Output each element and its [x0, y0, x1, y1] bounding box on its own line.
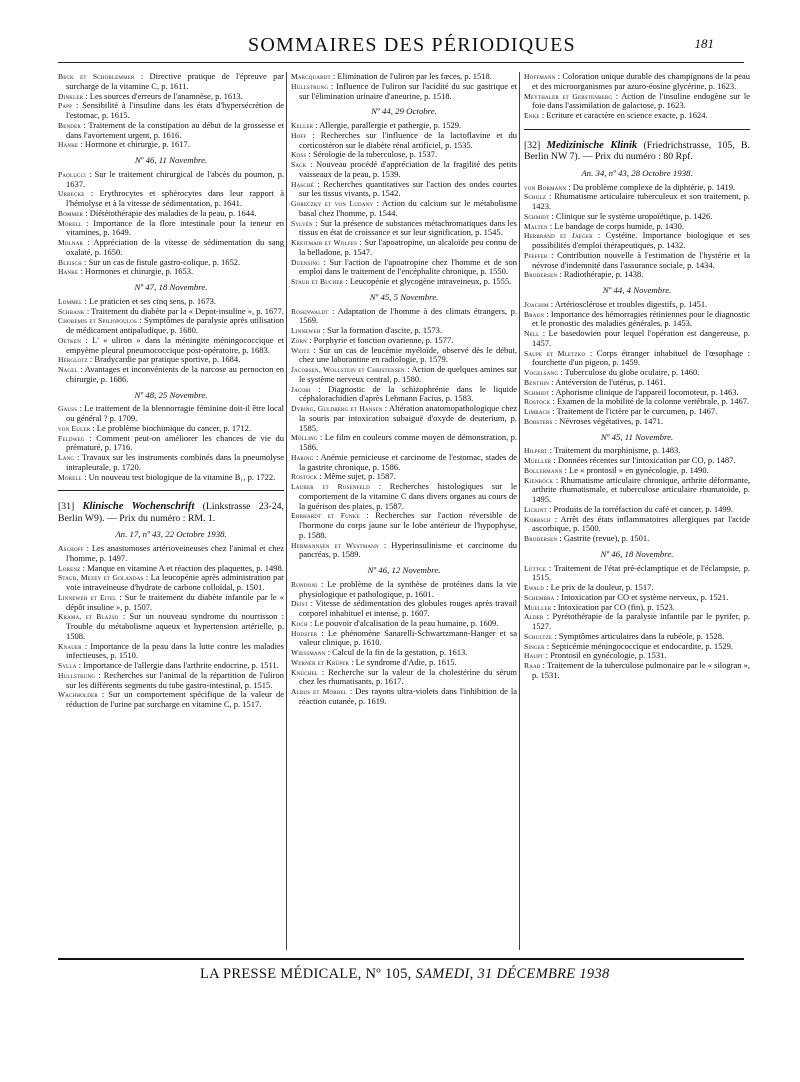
article-entry [291, 131, 517, 151]
article-author: Schbank [58, 306, 85, 316]
article-title: : Le pouvoir d'alcalisation de la peau humaine, p. 1609. [307, 617, 499, 628]
article-title: : Calcul de la fin de la gestation, p. 1613. [325, 647, 468, 657]
article-author: Meythaler et Gerstenberg [524, 91, 613, 101]
article-author: Haring [291, 452, 314, 462]
article-author: Hoff [291, 130, 307, 140]
article-title: : Le syndrome d'Adie, p. 1615. [349, 656, 457, 667]
article-author: Hermannsen et Westmann [291, 540, 379, 550]
article-title: : Données récentes sur l'intoxication par CO, p. 1487. [551, 455, 736, 465]
column-middle [291, 72, 517, 707]
article-title: : Diététothérapie des maladies de la peau, p. 1644. [83, 207, 257, 218]
article-entry [524, 612, 750, 632]
article-author: Bommer [58, 208, 84, 218]
article-author: Limbach [524, 407, 550, 416]
article-author: Morell [58, 218, 82, 228]
article-title: : Sur un nouveau syndrome du nourrisson : Trouble du métabolisme aqueux et hypertension artérielle, p. 1508. [66, 611, 284, 641]
article-title: : Clinique sur le système uropoïétique, p. 1426. [549, 210, 713, 221]
article-entry [58, 593, 284, 613]
article-author: Herbrand et Jaeger [524, 231, 593, 241]
article-entry [58, 365, 284, 385]
issue-heading: Nº 46, 12 Novembre. [367, 565, 441, 575]
article-title: : Rhumatisme articulaire chronique, arthrite déformante, arthrite rhumatismale, et tuberculose articulaire rhumatoïde, p. 1495. [532, 474, 750, 504]
article-entry [524, 72, 750, 92]
article-author: Paolucci [58, 169, 86, 179]
article-title: : Vitesse de sédimentation des globules rouges après travail corporel inhabituel et intense, p. 1607. [299, 598, 517, 618]
article-title: : Recherches quantitatives sur l'action des ondes courtes sur les tissus vivants, p. 1542. [299, 178, 517, 199]
column-divider [286, 72, 287, 950]
article-entry [524, 270, 750, 280]
article-entry [291, 82, 517, 102]
issue-heading: Nº 46, 18 Novembre. [600, 548, 674, 559]
article-title: : Altération anatomopathologique chez la souris par intoxication subaiguë d'oxyde de deuterium, p. 1585. [299, 403, 517, 433]
article-title: : L' « uliron » dans la méningite méningococcique et empyème pleural pneumococcique post-opératoire, p. 1683. [66, 334, 284, 355]
article-author: Beck et Schoblemmer [58, 72, 135, 81]
article-entry [524, 661, 750, 681]
article-author: Gauss [58, 404, 78, 414]
article-entry [524, 417, 750, 427]
article-title: : Rhumatisme articulaire tuberculeux et son traitement, p. 1423. [532, 191, 750, 211]
article-title: : Sur un cas de fistule gastro-colique, p. 1652. [81, 256, 241, 267]
article-title: : Le basedowien pour lequel l'opération est dangereuse, p. 1457. [532, 328, 750, 348]
article-author: Lickint [524, 504, 547, 514]
article-entry [291, 346, 517, 366]
article-author: Hullstrung [58, 670, 96, 680]
footer-rule [58, 958, 744, 960]
article-title: : Corps étranger inhabituel de l'œsophage : fourchette d'un pigeon, p. 1459. [532, 347, 750, 368]
article-title: : Les anastomoses artérioveineuses chez l'animal et chez l'homme, p. 1497. [66, 543, 284, 563]
article-author: Kreitmair et Wolfes [291, 238, 358, 247]
article-author: Brodersen [524, 270, 558, 280]
article-author: Krama, et Blazso [58, 612, 119, 622]
article-entry [291, 580, 517, 600]
article-title: : Erythrocytes et sphérocytes dans leur rapport à l'hémolyse et à la vitesse de sédimentation, p. 1641. [66, 188, 284, 208]
article-author: Urbecke [58, 189, 85, 199]
journal-number: [32] [524, 139, 541, 151]
article-author: Rondoni [291, 579, 318, 589]
article-title: : Même sujet, p. 1587. [317, 471, 396, 482]
article-entry [291, 219, 517, 239]
article-title: : Sur la présence de substances métachromatiques dans les tissus en état de croissance et sur leur signification, p. 1545. [299, 217, 517, 238]
article-title: : Du problème complexe de la diphtérie, p. 1419. [566, 181, 736, 192]
article-entry [291, 307, 517, 327]
article-author: Schulz [524, 192, 547, 202]
article-entry [291, 258, 517, 278]
article-entry [291, 453, 517, 473]
article-title: : Artériosclérose et troubles digestifs, p. 1451. [548, 298, 708, 309]
article-author: Linneweh et Eitel [58, 592, 117, 602]
article-author: Schmidt [524, 211, 550, 221]
article-title: : Le praticien et ses cinq sens, p. 1673. [82, 295, 217, 306]
article-entry [58, 170, 284, 190]
article-entry [291, 541, 517, 561]
article-entry [524, 476, 750, 505]
article-author: Raab [524, 661, 541, 670]
article-title: : Gastrite (revue), p. 1501. [557, 533, 650, 543]
article-title: : Cystéine. Importance biologique et ses possibilités d'emploi thérapeutiques, p. 1432. [532, 230, 750, 250]
article-entry [58, 336, 284, 356]
footer-journal: LA PRESSE MÉDICALE, Nº 105, [200, 966, 416, 982]
article-author: Wiessmann [291, 648, 326, 657]
article-author: Molnar [58, 238, 84, 247]
article-entry [291, 365, 517, 385]
article-title: : Recherches sur l'action réversible de l'hormone du corps jaune sur le lobe antérieur de l'hypophyse, p. 1588. [299, 510, 517, 540]
issue-heading: Nº 44, 4 Novembre. [602, 285, 672, 295]
article-author: Hanke [58, 140, 79, 150]
article-entry [58, 189, 284, 209]
article-title: : Travaux sur les instruments combinés dans la pneumolyse intrapleurale, p. 1720. [66, 452, 284, 472]
footer-date: SAMEDI, 31 DÉCEMBRE 1938 [415, 966, 610, 982]
article-title: : Le prix de la douleur, p. 1517. [544, 582, 654, 592]
article-author: Koss [291, 150, 307, 160]
article-author: Choremis et Spiliopoulos [58, 316, 137, 326]
article-entry [291, 277, 517, 287]
article-author: Knauer [58, 641, 82, 651]
article-entry [58, 121, 284, 141]
article-author: Lommel [58, 296, 83, 306]
article-title: : Hyperinsulinisme et carcinome du pancréas, p. 1589. [299, 539, 517, 560]
article-author: Keller [291, 121, 314, 130]
article-title: : Sur le traitement chirurgical de l'abcès du poumon, p. 1637. [66, 168, 284, 189]
article-entry [524, 515, 750, 535]
article-entry [58, 140, 284, 150]
article-title: : Adaptation de l'homme à des climats étrangers, p. 1569. [299, 305, 517, 326]
journal-heading [58, 490, 284, 524]
article-author: Hoffmann [524, 72, 556, 81]
article-title: : Nouveau procédé d'appréciation de la fragilité des petits vaisseaux de la peau, p. 1539. [299, 159, 517, 179]
article-author: Saupe et Mletzko [524, 348, 586, 358]
page-title: SOMMAIRES DES PÉRIODIQUES [248, 34, 576, 56]
article-title: : Traitement du morphinisme, p. 1483. [547, 445, 681, 456]
article-author: Kienböck [524, 475, 554, 485]
article-author: Jacobsen, Wollstein et Christensen [291, 365, 405, 374]
page-number: 181 [694, 36, 714, 51]
article-entry [291, 160, 517, 180]
article-entry [291, 199, 517, 219]
article-author: Vogelsang [524, 368, 559, 377]
article-entry [524, 192, 750, 212]
article-title: : Porphyrie et fonction ovarienne, p. 1577. [306, 334, 454, 345]
article-title: : Névroses végétatives, p. 1471. [552, 415, 664, 426]
article-title: : Directive pratique de l'épreuve par surcharge de la vitamine C, p. 1611. [66, 71, 284, 91]
article-author: Mueller [524, 456, 552, 465]
article-title: : Sur l'action de l'apoatropine chez l'homme et de son emploi dans le traitement de l'encéphalite chronique, p. 1550. [299, 256, 517, 277]
article-author: Hasché [291, 179, 315, 189]
article-title: : Sur le traitement du diabète infantile par le « dépôt insuline », p. 1507. [66, 591, 284, 612]
article-entry [524, 349, 750, 369]
article-entry [58, 219, 284, 239]
article-title: : Coloration unique durable des champignons de la peau et des microorganismes par azuro-éosine glycérine, p. 1623. [532, 71, 750, 91]
article-title: : Comment peut-on améliorer les chances de vie du prématuré, p. 1716. [66, 432, 284, 453]
article-title: : Sur un comportement spécifique de la valeur de réduction de l'urine par surcharge en vitamine C, p. 1517. [66, 689, 284, 709]
article-entry [524, 534, 750, 544]
article-title: : Arrêt des états inflammatoires allergiques par l'acide ascorbique, p. 1500. [532, 513, 750, 534]
article-title: : Un nouveau test biologique de la vitamine B₁, p. 1722. [81, 471, 276, 482]
article-author: Ewald [524, 583, 545, 592]
article-entry [291, 511, 517, 540]
article-title: : Intoxication par CO (fin), p. 1523. [551, 601, 675, 612]
article-title: : Radiothérapie, p. 1438. [557, 269, 644, 280]
article-author: Duensing [291, 257, 320, 267]
article-author: Hüllstrung [291, 81, 329, 91]
article-title: : Ecriture et caractère en science exacte, p. 1624. [539, 110, 708, 120]
article-title: : Le traitement de la blennorragie féminine doit-il être local ou général ? p. 1709. [66, 403, 284, 423]
article-entry [524, 231, 750, 251]
article-entry [291, 404, 517, 433]
article-author: Malten [524, 221, 548, 231]
issue-heading: An. 17, nº 43, 22 Octobre 1938. [115, 529, 227, 540]
article-title: : Produits de la torréfaction du café et cancer, p. 1499. [546, 503, 734, 514]
article-title: : Le problème de la synthèse de protéines dans la vie physiologique et pathologique, p. 1601. [299, 578, 517, 599]
article-title: : Sérologie de la tuberculose, p. 1537. [306, 149, 438, 160]
article-title: : Antéversion de l'utérus, p. 1461. [549, 376, 666, 387]
article-author: Feldweg [58, 433, 85, 443]
article-author: Zorn [291, 335, 307, 345]
article-entry [58, 267, 284, 277]
article-entry [58, 473, 284, 483]
article-author: Staub et Bucher [291, 277, 344, 286]
article-author: Schmidt [524, 387, 550, 397]
article-author: Singer [524, 641, 545, 651]
article-title: : Importance de la flore intestinale pour la teneur en vitamines, p. 1649. [66, 217, 284, 238]
article-entry [58, 72, 284, 92]
article-title: : Le problème biochimique du cancer, p. 1712. [90, 422, 252, 433]
page-footer [200, 966, 610, 983]
issue-heading: Nº 47, 18 Novembre. [134, 282, 208, 292]
article-entry [58, 434, 284, 454]
article-title: : Action de l'insuline endogène sur le foie dans l'assimilation de galactose, p. 1623. [532, 90, 750, 111]
column-left [58, 72, 284, 710]
article-title: : Traitement de la constipation au début de la grossesse et dans l'avortement urgent, p. 1616. [66, 119, 284, 140]
article-author: Benthin [524, 377, 550, 387]
article-title: : Intoxication par CO et système nerveux, p. 1521. [554, 591, 729, 602]
article-title: : Recherche sur la valeur de la cholestérine du sérum chez les rhumatisants, p. 1617. [299, 666, 517, 687]
column-divider [519, 72, 520, 950]
article-author: von Bormann [524, 182, 567, 192]
article-title: : Symptômes articulaires dans la rubéole, p. 1528. [552, 630, 725, 641]
article-title: : Recherches sur l'influence de la lactoflavine et du corticostéron sur le diabète rénal artificiel, p. 1535. [299, 129, 517, 150]
article-title: : Des rayons ultra-violets dans l'inhibition de la réaction cutanée, p. 1619. [299, 686, 517, 706]
article-author: Lang [58, 453, 75, 462]
article-author: Lorenz [58, 563, 81, 573]
article-title: : Importance des hémorragies rétiniennes pour le diagnostic et le pronostic des maladies générales, p. 1453. [532, 308, 750, 329]
article-author: Schembra [524, 592, 555, 602]
article-entry [524, 564, 750, 584]
article-title: : Action du calcium sur le métabolisme basal chez l'homme, p. 1544. [299, 198, 517, 218]
journal-name: Klinische Wochenschrift [82, 501, 195, 513]
article-title: : Importance de la peau dans la lutte contre les maladies infectieuses, p. 1510. [66, 640, 284, 661]
article-author: Goreczky et von Ludany [291, 199, 374, 208]
journal-heading [524, 129, 750, 163]
article-title: : Hormone et chirurgie, p. 1617. [78, 139, 190, 150]
article-entry [524, 310, 750, 330]
article-entry [291, 687, 517, 707]
article-author: Staub, Mezey et Golandas [58, 573, 144, 583]
article-author: Lüttge [524, 563, 547, 573]
article-author: Lauber et Rosenfeld [291, 482, 370, 491]
article-title: : Symptômes de paralysie après utilisation de médicament antipaludique, p. 1680. [66, 315, 285, 335]
article-title: : Avantages et inconvénients de la narcose au pernocton en chirurgie, p. 1686. [66, 364, 284, 384]
article-author: Werner et Krüper [291, 657, 350, 667]
article-author: Nell [524, 329, 540, 338]
article-entry [58, 101, 284, 121]
article-entry [58, 453, 284, 473]
article-author: Alder [524, 612, 544, 622]
article-entry [524, 111, 750, 121]
article-author: Wachholder [58, 690, 98, 700]
article-author: Herglotz [58, 355, 88, 365]
article-title: : Les sources d'erreurs de l'anamnèse, p. 1613. [83, 90, 243, 101]
article-title: : Leucopénie et glycogène intraveineux, p. 1555. [343, 276, 512, 286]
article-title: : Sur la formation d'ascite, p. 1573. [320, 325, 442, 335]
article-author: Hodster [291, 628, 318, 638]
article-author: Bender [58, 120, 81, 130]
article-entry [291, 599, 517, 619]
article-author: Rostock [524, 397, 551, 407]
journal-number: [31] [58, 501, 75, 513]
issue-heading: An. 34, nº 43, 28 Octobre 1938. [581, 167, 693, 178]
article-title: : Recherches histologiques sur le comportement de la vitamine C dans divers organes au cours de la guérison des plaies, p. 1587. [299, 481, 518, 511]
article-title: : Traitement de la tuberculose pulmonaire par le « silogran », p. 1531. [532, 660, 750, 680]
article-title: : Allergie, parallergie et pathergie, p. 1529. [313, 120, 462, 130]
article-author: Pfeffer [524, 250, 548, 260]
article-entry [524, 329, 750, 349]
article-entry [58, 642, 284, 662]
journal-details: (Friedrichstrasse, 105, B. Berlin NW 7). — Prix du numéro : 80 Rpf. [524, 139, 751, 163]
article-author: Weitz [291, 345, 310, 355]
article-entry [58, 612, 284, 641]
article-title: : Prontosil en gynécologie, p. 1531. [543, 650, 667, 661]
journal-details: (Linkstrasse 23-24, Berlin W9). — Prix du numéro : RM. 1. [58, 501, 285, 524]
article-author: Bleisch [58, 257, 82, 267]
article-title: : Traitement de l'ictère par le curcumen, p. 1467. [549, 406, 718, 416]
article-entry [524, 251, 750, 271]
article-title: : Manque en vitamine A et réaction des plaquettes, p. 1498. [80, 562, 284, 573]
article-title: : Importance de l'allergie dans l'arthrite endocrine, p. 1511. [76, 660, 279, 670]
article-title: : Traitement de l'état pré-éclamptique et de l'éclampsie, p. 1515. [532, 562, 750, 583]
column-right [524, 72, 750, 681]
article-author: Mölling [291, 433, 318, 443]
issue-heading: Nº 45, 11 Novembre. [600, 431, 674, 442]
article-title: : Contribution nouvelle à l'estimation de l'hystérie et la névrose d'indemnité dans l'assurance sociale, p. 1434. [532, 249, 750, 270]
article-author: Papp [58, 101, 73, 111]
article-author: von Euler [58, 423, 91, 433]
article-title: : Aphorisme clinique de l'appareil locomoteur, p. 1463. [549, 386, 739, 397]
article-title: : Anémie pernicieuse et carcinome de l'estomac, stades de la gastrite chronique, p. 1586. [299, 451, 517, 472]
article-entry [291, 668, 517, 688]
article-author: Sylla [58, 661, 77, 670]
article-author: Hanke [58, 267, 79, 277]
article-author: Hilpert [524, 446, 548, 456]
issue-heading: Nº 48, 25 Novembre. [134, 389, 208, 400]
article-entry [58, 544, 284, 564]
article-title: : Tuberculose du globe oculaire, p. 1460. [558, 367, 700, 377]
article-title: : Action de quelques amines sur le système nerveux central, p. 1580. [299, 364, 517, 384]
article-title: : Appréciation de la vitesse de sédimentation du sang oxalaté, p. 1650. [66, 237, 284, 257]
issue-heading: Nº 44, 29 Octobre. [371, 106, 437, 117]
article-author: Dybing, Guldberg et Hansen [291, 404, 383, 413]
article-title: : Traitement du diabète par la « Depot-insuline », p. 1677. [84, 305, 284, 316]
article-entry [58, 404, 284, 424]
article-title: : Pyrétothérapie de la paralysie infantile par le pyrifer, p. 1527. [532, 611, 750, 631]
article-author: Enke [524, 111, 540, 120]
article-author: Ehrhardt et Funke [291, 511, 360, 521]
article-entry [58, 671, 284, 691]
article-author: Aschoff [58, 544, 84, 553]
article-title: : Le bandage de corps humide, p. 1430. [547, 220, 684, 231]
article-author: Albus et Mörbel [291, 687, 347, 696]
article-author: Morell [58, 472, 82, 482]
article-entry [58, 573, 284, 593]
article-author: Rosenwaldt [291, 306, 329, 316]
article-author: Rostock [291, 472, 318, 482]
article-title: : Sur un cas de leucémie myéloïde, observé dès le début, chez une laborantine en radiologie, p. 1579. [299, 344, 517, 365]
article-author: Sack [291, 160, 307, 169]
article-author: Mueller [524, 602, 552, 612]
article-title: : Hormones et chirurgie, p. 1653. [78, 266, 194, 277]
article-title: : Le film en couleurs comme moyen de démonstration, p. 1586. [299, 432, 517, 452]
article-entry [58, 690, 284, 710]
article-title: : Sur l'apoatropine, un alcaloïde peu connu de la belladone, p. 1547. [299, 237, 517, 257]
article-entry [291, 433, 517, 453]
article-entry [291, 482, 517, 511]
article-entry [58, 316, 284, 336]
article-title: : La leucopénie après administration par voie intraveineuse d'hydrate de carbone colloïdal, p. 1501. [66, 572, 284, 592]
article-title: : Recherches sur l'animal de la répartition de l'uliron sur les différents segments du tube gastro-intestinal, p. 1515. [66, 669, 284, 690]
article-author: Haupt [524, 651, 544, 661]
article-title: : Le phénomène Sanarelli-Schwartzmann-Hanger et sa valeur clinique, p. 1610. [299, 627, 517, 648]
article-author: Braun [524, 309, 545, 319]
article-author: Knüchel [291, 667, 319, 677]
header-rule [58, 62, 744, 63]
article-entry [58, 238, 284, 258]
article-author: Brodersen [524, 534, 558, 543]
article-author: Linneweh [291, 326, 321, 335]
article-title: : Bradycardie par pratique sportive, p. 1684. [87, 354, 241, 365]
issue-heading: Nº 45, 5 Novembre. [369, 291, 439, 302]
article-author: Schultze [524, 631, 553, 641]
article-author: Dinkler [58, 91, 84, 101]
article-author: Borsters [524, 416, 553, 426]
article-title: : Le « prontosil » en gynécologie, p. 1490. [562, 464, 709, 475]
article-entry [524, 92, 750, 112]
issue-heading: Nº 46, 11 Novembre. [134, 155, 208, 165]
article-author: Oetken [58, 335, 82, 345]
article-entry [291, 385, 517, 405]
article-author: Bollermann [524, 465, 563, 475]
journal-name: Medizinische Klinik [546, 139, 638, 151]
article-title: : Diagnostic de la schizophrénie dans le liquide céphalorachidien d'après Lehmann Facius, p. 1583. [299, 383, 517, 404]
article-author: Koch [291, 618, 308, 628]
article-entry [291, 629, 517, 649]
article-author: Marcquardt [291, 72, 331, 81]
article-author: Sylvén [291, 218, 313, 228]
article-author: Deist [291, 599, 308, 609]
article-title: : Examen de la mobilité de la colonne vertébrale, p. 1467. [550, 396, 750, 407]
article-title: : Elimination de l'uliron par les fæces, p. 1518. [330, 71, 492, 81]
article-author: Nagel [58, 365, 78, 374]
article-author: Jacobi [291, 384, 311, 394]
article-entry [291, 238, 517, 258]
article-title: : Influence de l'uliron sur l'acidité du suc gastrique et sur l'élimination urinaire d'aneurine, p. 1518. [299, 80, 517, 101]
article-title: : Sensibilité à l'insuline dans les états d'hypersécrétion de l'estomac, p. 1615. [66, 100, 284, 120]
article-title: : Septicémie méningococcique et endocardite, p. 1529. [544, 640, 734, 651]
article-author: Joachim [524, 299, 549, 309]
article-author: Korbsch [524, 514, 551, 524]
article-entry [291, 180, 517, 200]
